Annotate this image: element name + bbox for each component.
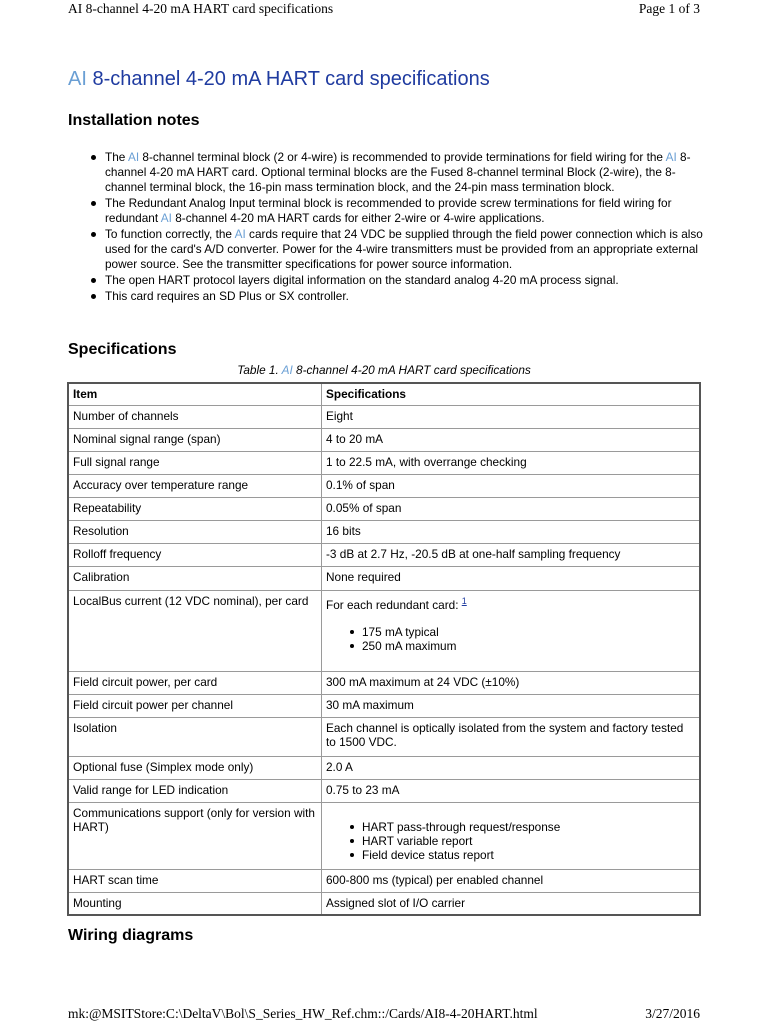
table-row bbox=[68, 474, 700, 497]
list-item: Field device status report bbox=[350, 848, 695, 862]
page-footer bbox=[68, 1006, 700, 1024]
table-cell-item: Number of channels bbox=[68, 405, 322, 428]
page-title bbox=[68, 68, 490, 91]
list-item: HART pass-through request/response bbox=[350, 820, 695, 834]
list-item: 175 mA typical bbox=[350, 625, 695, 639]
table-row bbox=[68, 543, 700, 566]
wiring-diagrams-heading: Wiring diagrams bbox=[68, 927, 194, 944]
table-cell-item: LocalBus current (12 VDC nominal), per card bbox=[68, 590, 322, 671]
list-item: 250 mA maximum bbox=[350, 639, 695, 653]
table-cell-spec: 0.75 to 23 mA bbox=[322, 779, 701, 802]
table-cell-spec: Assigned slot of I/O carrier bbox=[322, 892, 701, 915]
table-cell-spec: 600-800 ms (typical) per enabled channel bbox=[322, 869, 701, 892]
table-cell-item: HART scan time bbox=[68, 869, 322, 892]
list-item: To function correctly, the AI cards require that 24 VDC be supplied through the field power connection which is also used for the card's A/D converter. Power for the 4-wire transmitters must be provided from an appropriate external power source. See the transmitter specifications for power source information. bbox=[88, 227, 708, 272]
table-cell-spec: None required bbox=[322, 566, 701, 590]
header-page-number: Page 1 of 3 bbox=[638, 1, 700, 16]
specifications-table bbox=[67, 382, 701, 916]
table-body bbox=[68, 405, 700, 915]
table-row bbox=[68, 566, 700, 590]
table-row bbox=[68, 428, 700, 451]
table-row bbox=[68, 717, 700, 756]
installation-notes-heading: Installation notes bbox=[68, 112, 200, 129]
table-cell-spec: 16 bits bbox=[322, 520, 701, 543]
table-cell-item: Resolution bbox=[68, 520, 322, 543]
table-cell-item: Field circuit power per channel bbox=[68, 694, 322, 717]
list-item: The Redundant Analog Input terminal block is recommended to provide screw terminations for field wiring for redundant AI 8-channel 4-20 mA HART cards for either 2-wire or 4-wire applications. bbox=[88, 196, 708, 226]
table-caption: Table 1. AI 8-channel 4-20 mA HART card specifications bbox=[237, 363, 531, 377]
column-header-specifications: Specifications bbox=[322, 383, 701, 405]
table-row bbox=[68, 671, 700, 694]
table-cell-item: Rolloff frequency bbox=[68, 543, 322, 566]
table-row bbox=[68, 756, 700, 779]
table-row bbox=[68, 497, 700, 520]
list-item: This card requires an SD Plus or SX controller. bbox=[88, 289, 708, 304]
table-cell-item: Valid range for LED indication bbox=[68, 779, 322, 802]
table-cell-spec: 1 to 22.5 mA, with overrange checking bbox=[322, 451, 701, 474]
table-cell-spec: 0.05% of span bbox=[322, 497, 701, 520]
table-cell-spec: For each redundant card: $^1$ 175 mA typical 250 mA maximum bbox=[322, 590, 701, 671]
table-row bbox=[68, 520, 700, 543]
list-item: HART variable report bbox=[350, 834, 695, 848]
table-cell-spec: 2.0 A bbox=[322, 756, 701, 779]
table-cell-spec: Each channel is optically isolated from the system and factory tested to 1500 VDC. bbox=[322, 717, 701, 756]
table-cell-spec: 4 to 20 mA bbox=[322, 428, 701, 451]
table-cell-spec bbox=[322, 802, 701, 869]
specifications-heading: Specifications bbox=[68, 341, 177, 358]
table-cell-spec: 300 mA maximum at 24 VDC (±10%) bbox=[322, 671, 701, 694]
list-item: The AI 8-channel terminal block (2 or 4-wire) is recommended to provide terminations for field wiring for the AI 8-channel 4-20 mA HART card. Optional terminal blocks are the Fused 8-channel terminal Block (2-wire), the 8-channel terminal block, the 16-pin mass termination block, and the 24-pin mass termination block. bbox=[88, 150, 708, 195]
table-cell-item: Full signal range bbox=[68, 451, 322, 474]
table-cell-spec: -3 dB at 2.7 Hz, -20.5 dB at one-half sampling frequency bbox=[322, 543, 701, 566]
footer-source-path: mk:@MSITStore:C:\DeltaV\Bol\S_Series_HW_Ref.chm::/Cards/AI8-4-20HART.html bbox=[68, 1006, 538, 1021]
table-cell-spec: Eight bbox=[322, 405, 701, 428]
table-row bbox=[68, 779, 700, 802]
spec-bullet-list bbox=[326, 625, 695, 653]
list-item: The open HART protocol layers digital information on the standard analog 4-20 mA process signal. bbox=[88, 273, 708, 288]
table-row bbox=[68, 590, 700, 671]
page-title-text: 8-channel 4-20 mA HART card specifications bbox=[86, 68, 490, 90]
page-header bbox=[68, 0, 700, 20]
table-row bbox=[68, 802, 700, 869]
table-row bbox=[68, 694, 700, 717]
table-cell-spec: 0.1% of span bbox=[322, 474, 701, 497]
page-title-prefix: AI bbox=[68, 68, 87, 90]
table-cell-item: Optional fuse (Simplex mode only) bbox=[68, 756, 322, 779]
table-row bbox=[68, 869, 700, 892]
column-header-item: Item bbox=[68, 383, 322, 405]
table-cell-item: Communications support (only for version with HART) bbox=[68, 802, 322, 869]
table-cell-item: Isolation bbox=[68, 717, 322, 756]
table-cell-item: Accuracy over temperature range bbox=[68, 474, 322, 497]
table-cell-item: Mounting bbox=[68, 892, 322, 915]
table-row bbox=[68, 892, 700, 915]
installation-notes-list bbox=[88, 150, 708, 305]
table-cell-item: Calibration bbox=[68, 566, 322, 590]
spec-bullet-list bbox=[326, 820, 695, 862]
table-cell-item: Nominal signal range (span) bbox=[68, 428, 322, 451]
table-header-row bbox=[68, 383, 700, 405]
header-doc-title: AI 8-channel 4-20 mA HART card specifications bbox=[68, 1, 334, 16]
footnote-link[interactable]: 1 bbox=[461, 595, 467, 606]
table-row bbox=[68, 405, 700, 428]
footer-date: 3/27/2016 bbox=[645, 1006, 700, 1021]
table-cell-spec: 30 mA maximum bbox=[322, 694, 701, 717]
table-cell-item: Field circuit power, per card bbox=[68, 671, 322, 694]
table-cell-item: Repeatability bbox=[68, 497, 322, 520]
table-row bbox=[68, 451, 700, 474]
